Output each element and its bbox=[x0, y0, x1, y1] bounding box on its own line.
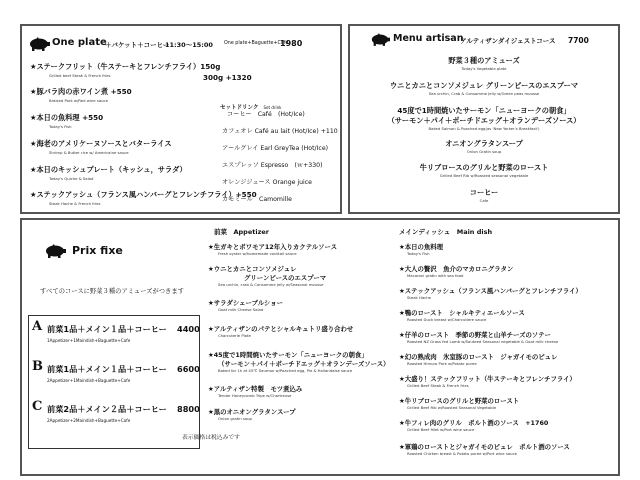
pig-icon bbox=[28, 37, 50, 51]
main-dish-heading: メインディッシュ Main dish bbox=[399, 228, 493, 236]
main-en: Grilled Beef fillet w/Port wine sauce bbox=[407, 427, 475, 432]
main-en: Roasted Himuro Pork w/Potato puree bbox=[407, 361, 477, 366]
main-item bbox=[399, 308, 525, 322]
drink-item: エスプレッソ Espresso (ｗ+330) bbox=[222, 162, 323, 169]
appetizer-item bbox=[208, 350, 390, 373]
appetizer-en: Baked for 1h at 45℃ Saumon w/Poached egg, Pie & Hollandaise sauce bbox=[218, 368, 353, 373]
appetizer-name-line2: （サーモン＋パイ＋ポーチドエッグ＋オランデーズソース） bbox=[218, 360, 390, 368]
appetizer-name: ★アルティザンのパテとシャルキュトリ盛り合わせ bbox=[208, 325, 354, 333]
appetizer-en: Charcuterie Plate bbox=[218, 333, 251, 338]
one-plate-item: ★ステークフリット（牛ステーキとフレンチフライ）150g bbox=[30, 62, 221, 71]
tax-note: 表示価格は税込みです bbox=[182, 435, 240, 441]
one-plate-price: 1980 bbox=[280, 39, 303, 48]
appetizer-item bbox=[208, 384, 302, 398]
one-plate-item-en: Today's Fish bbox=[49, 124, 72, 129]
appetizer-name: ★アルティザン特製 モツ煮込み bbox=[208, 385, 303, 393]
drink-item: オレンジジュース Orange juice bbox=[222, 179, 312, 186]
one-plate-item: ★本日の魚料理 +550 bbox=[30, 113, 104, 122]
artisan-price: 7700 bbox=[568, 36, 589, 45]
artisan-item-name: ウニとカニとコンソメジュレ グリーンピースのエスプーマ bbox=[389, 81, 579, 90]
pig-icon bbox=[44, 244, 66, 258]
set-drink-title-en: Set drink bbox=[263, 105, 282, 110]
artisan-item-en: Grilled Beef Rib w/Roasted seasonal vegetable bbox=[439, 173, 529, 178]
main-en: Macaroni gratin with sea food bbox=[407, 273, 464, 278]
course-en: 2Appetizer+2Maindish+Baguette+Cafe bbox=[47, 418, 131, 423]
prix-title: Prix fixe bbox=[72, 244, 123, 257]
main-en: Roasted Duck breast w/Charcutiere sauce bbox=[407, 317, 487, 322]
appetizer-item bbox=[208, 242, 337, 256]
artisan-item-name: 牛リブロースのグリルと野菜のロースト bbox=[419, 163, 549, 172]
appetizer-heading: 前菜 Appetizer bbox=[214, 228, 269, 236]
course-letter: B bbox=[32, 359, 43, 374]
drink-item: コーヒー Café (Hot/Ice) bbox=[227, 111, 305, 118]
artisan-item-en: Onion Gratin soup bbox=[466, 149, 502, 154]
main-en: Roasted NZ Grass fed Lamb w/Sauteed Seasonal vegetable & Goat milk cheese bbox=[407, 339, 559, 344]
artisan-item-name-line2: （サーモン＋パイ＋ポーチドエッグ＋オランデーズソース） bbox=[387, 116, 581, 125]
appetizer-item bbox=[208, 264, 326, 287]
artisan-item bbox=[350, 81, 618, 96]
drink-item: カフェオレ Café au lait (Hot/Ice) +110 bbox=[222, 128, 338, 135]
artisan-title: Menu artisan bbox=[393, 33, 464, 44]
main-name: ★牛フィレ肉のグリル ポルト酒のソース +1760 bbox=[399, 419, 549, 427]
course-en: 1Appetizer+1Maindish+Baguette+Cafe bbox=[47, 338, 131, 343]
artisan-item-en: Sea urchin, Crab & Consomme Jelly w/Green peas mousse bbox=[428, 91, 540, 96]
course-box bbox=[28, 315, 200, 449]
course-price: 8800 bbox=[177, 404, 200, 414]
main-name: ★軍鶏のローストとジャガイモのピュレ ポルト酒のソース bbox=[399, 443, 570, 451]
main-item bbox=[399, 330, 558, 344]
main-name: ★幻の熟成肉 氷室豚のロースト ジャガイモのピュレ bbox=[399, 353, 558, 361]
main-item bbox=[399, 242, 443, 256]
main-name: ★仔羊のロースト 季節の野菜と山羊チーズのソテー bbox=[399, 331, 551, 339]
appetizer-item bbox=[208, 407, 296, 421]
appetizer-name-line2: グリーンピースのエスプーマ bbox=[244, 274, 327, 282]
drink-item: アールグレイ Earl GreyTea (Hot/Ice) bbox=[222, 145, 329, 152]
main-name: ★牛リブロースのグリルと野菜のロースト bbox=[399, 397, 520, 405]
main-item bbox=[399, 442, 570, 456]
appetizer-name: ★サラダシェーブルショー bbox=[208, 299, 283, 307]
main-item bbox=[399, 264, 513, 278]
one-plate-item-en: Braised Pork w/Red wine sauce bbox=[49, 98, 108, 103]
main-name: ★ステックアッシュ（フランス風ハンバーグとフレンチフライ） bbox=[399, 287, 582, 295]
artisan-subtitle: アルティザンダイジェストコース bbox=[460, 37, 556, 45]
main-en: Roasted Chicken breast & Potato puree w/Port wine sauce bbox=[407, 451, 517, 456]
course-price: 4400 bbox=[177, 324, 200, 334]
drink-item: カモミール Camomille bbox=[222, 196, 292, 203]
appetizer-en: Fresh oyster w/homemade cocktail sauce bbox=[218, 251, 297, 256]
appetizer-en: Onion gratin soup bbox=[218, 416, 252, 421]
main-name: ★鴨のロースト シャルキティエールソース bbox=[399, 309, 525, 317]
course-text: 前菜1品＋メイン１品＋コーヒー bbox=[47, 324, 167, 334]
artisan-item-en: Baked Salmon & Poached egg(as 'New Yorker's Breakfast') bbox=[428, 126, 540, 131]
one-plate-item: ★ステックアッシュ（フランス風ハンバーグとフレンチフライ）+550 bbox=[30, 190, 257, 199]
main-en: Steak Hache bbox=[407, 295, 431, 300]
one-plate-item-en: Grilled beef Steak & French fries bbox=[49, 73, 111, 78]
main-name: ★大人の贅沢 魚介のマカロニグラタン bbox=[399, 265, 514, 273]
main-item bbox=[399, 418, 548, 432]
main-item bbox=[399, 352, 557, 366]
artisan-item bbox=[350, 56, 618, 71]
one-plate-item: ★豚バラ肉の赤ワイン煮 +550 bbox=[30, 87, 132, 96]
artisan-item-en: Today's Vegetable plate bbox=[461, 66, 507, 71]
one-plate-panel bbox=[20, 24, 342, 214]
one-plate-title: One plate bbox=[52, 37, 107, 48]
course-letter: C bbox=[32, 399, 43, 414]
one-plate-item-en: Steak Hache & French fries bbox=[49, 201, 101, 206]
one-plate-item: ★本日のキッシュプレート（キッシュ，サラダ） bbox=[30, 165, 187, 174]
artisan-item bbox=[350, 139, 618, 154]
course-price: 6600 bbox=[177, 364, 200, 374]
course-text: 前菜2品＋メイン２品＋コーヒー bbox=[47, 404, 167, 414]
one-plate-subtitle: ＋バケット＋コーヒー bbox=[105, 41, 170, 49]
menu-artisan-panel bbox=[348, 24, 620, 214]
main-name: ★大盛り！ステックフリット（牛ステーキとフレンチフライ） bbox=[399, 375, 576, 383]
artisan-item-en: Cafe bbox=[479, 198, 489, 203]
appetizer-name: ★生ガキとポワモア12年入りカクテルソース bbox=[208, 243, 338, 251]
appetizer-name: ★ウニとカニとコンソメジュレ bbox=[208, 265, 297, 273]
course-text: 前菜1品＋メイン１品＋コーヒー bbox=[47, 364, 167, 374]
artisan-item-name: 野菜３種のアミューズ bbox=[448, 56, 520, 65]
set-drink-title: セットドリンク bbox=[220, 105, 259, 111]
prix-note: すべてのコースに野菜３種のアミューズがつきます bbox=[40, 288, 184, 295]
appetizer-en: Sea urchin, crab & Consomme Jelly w/Seasonal mousse bbox=[218, 282, 324, 287]
artisan-item bbox=[350, 188, 618, 203]
one-plate-item-extra: 300g +1320 bbox=[203, 73, 252, 82]
main-en: Today's Fish bbox=[407, 251, 430, 256]
one-plate-subtitle-en: One plate+Baguette+Cafe bbox=[224, 41, 289, 46]
main-name: ★本日の魚料理 bbox=[399, 243, 444, 251]
appetizer-name: ★黒のオニオングラタンスープ bbox=[208, 408, 296, 416]
main-item bbox=[399, 396, 519, 410]
one-plate-item-en: Today's Quiche & Salad bbox=[49, 176, 94, 181]
main-en: Grilled Beef Steak & French fries bbox=[407, 383, 469, 388]
main-item bbox=[399, 374, 576, 388]
appetizer-name: ★45度で1時間焼いたサーモン「ニューヨークの朝食」 bbox=[208, 351, 368, 359]
one-plate-item: ★海老のアメリケーヌソースとバターライス bbox=[30, 139, 172, 148]
course-en: 2Appetizer+1Maindish+Baguette+Cafe bbox=[47, 378, 131, 383]
appetizer-en: Tender Honeycomb Tripe w/Chartreuse bbox=[218, 393, 292, 398]
main-en: Grilled Beef Rib w/Roasted Seasonal Vegetable bbox=[407, 405, 497, 410]
course-letter: A bbox=[32, 319, 43, 334]
one-plate-item-en: Shrimp & Butter rice w/ Americaine sauce bbox=[49, 150, 129, 155]
main-item bbox=[399, 286, 582, 300]
appetizer-item bbox=[208, 324, 353, 338]
pig-icon bbox=[370, 33, 390, 46]
appetizer-en: Goat milk Cheese Salad bbox=[218, 307, 264, 312]
artisan-item bbox=[350, 163, 618, 178]
prix-fixe-panel bbox=[20, 218, 620, 476]
artisan-item-name: コーヒー bbox=[469, 188, 499, 197]
one-plate-time: 11:30〜15:00 bbox=[165, 41, 213, 49]
appetizer-item bbox=[208, 298, 283, 312]
artisan-item-name: オニオングラタンスープ bbox=[445, 139, 523, 148]
artisan-item bbox=[350, 106, 618, 131]
artisan-item-name: 45度で1時間焼いたサーモン「ニューヨークの朝食」 bbox=[397, 106, 571, 115]
